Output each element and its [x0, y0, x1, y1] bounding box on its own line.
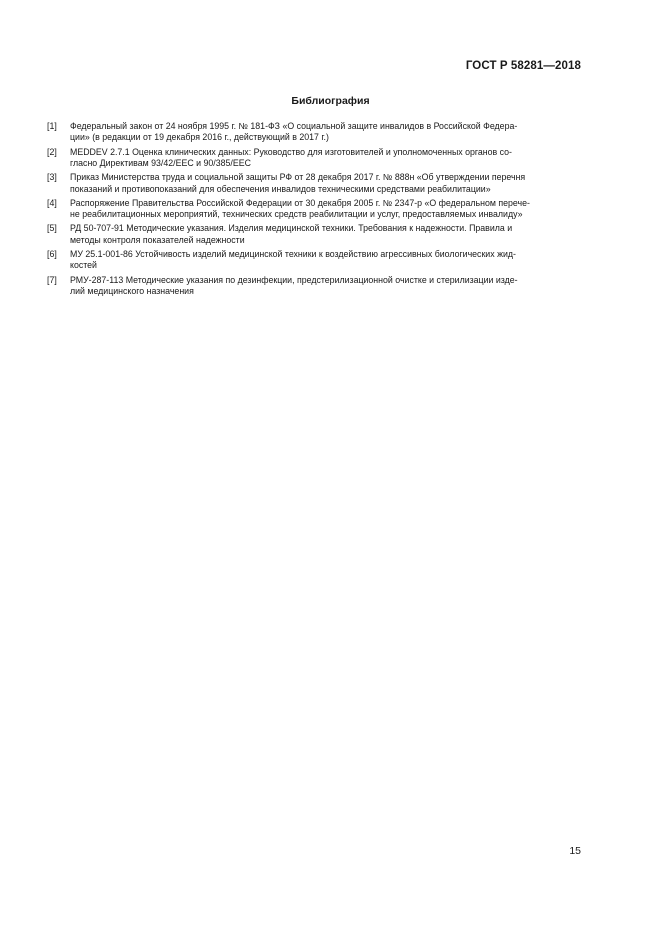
bibliography-entry [47, 198, 584, 221]
page-number: 15 [569, 845, 581, 857]
bibliography-entry-text: Федеральный закон от 24 ноября 1995 г. № 181-ФЗ «О социальной защите инвалидов в Российской Федера- ции» (в редакции от 19 декабря 2016 г., действующий в 2017 г.) [70, 121, 518, 143]
document-code: ГОСТ Р 58281—2018 [465, 60, 581, 72]
bibliography-entry-text: Приказ Министерства труда и социальной защиты РФ от 28 декабря 2017 г. № 888н «Об утверждении перечня показаний и противопоказаний для обеспечения инвалидов техническими средствами реабилитации» [70, 172, 526, 194]
bibliography-entry-text: РМУ-287-113 Методические указания по дезинфекции, предстерилизационной очистке и стерилизации изде- лий медицинского назначения [70, 274, 518, 297]
bibliography-entry-number: [3] [47, 172, 57, 183]
bibliography-entry-text: MEDDEV 2.7.1 Оценка клинических данных: Руководство для изготовителей и уполномоченных органов со- гласно Директивам 93/42/EEC и 90/385/EEC [70, 146, 512, 169]
bibliography-entry [47, 147, 584, 170]
bibliography-title: Библиография [291, 95, 370, 107]
bibliography-entry [47, 223, 584, 246]
bibliography-list [47, 121, 584, 300]
bibliography-entry-number: [1] [47, 121, 57, 131]
bibliography-entry-number: [6] [47, 249, 57, 260]
bibliography-entry [47, 249, 584, 272]
bibliography-entry [47, 172, 584, 195]
bibliography-entry-text: РД 50-707-91 Методические указания. Изделия медицинской техники. Требования к надежности. Правила и методы контроля показателей надежности [70, 223, 513, 245]
bibliography-entry-number: [5] [47, 223, 57, 234]
bibliography-entry-number: [7] [47, 274, 57, 285]
bibliography-entry-text: МУ 25.1-001-86 Устойчивость изделий медицинской техники к воздействию агрессивных биологических жид- костей [70, 249, 516, 271]
bibliography-entry [47, 121, 584, 144]
bibliography-entry-text: Распоряжение Правительства Российской Федерации от 30 декабря 2005 г. № 2347-р «О федеральном перече- не реабилитационных мероприятий, технических средств реабилитации и услуг, предоставляемых инвалиду» [70, 197, 530, 220]
bibliography-entry [47, 275, 584, 298]
bibliography-entry-number: [2] [47, 146, 57, 157]
bibliography-entry-number: [4] [47, 197, 57, 208]
